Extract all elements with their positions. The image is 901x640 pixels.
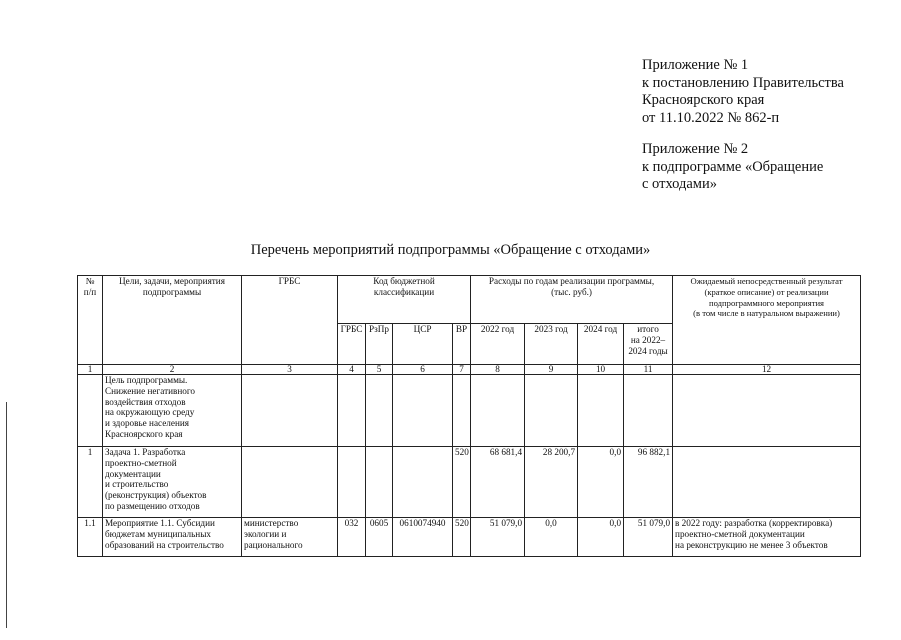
row-total: 51 079,0 — [624, 518, 673, 557]
column-number: 9 — [525, 365, 578, 375]
row-name-line: Цель подпрограммы. — [105, 375, 188, 385]
row-grbs-code — [338, 375, 366, 447]
header-row-main — [78, 276, 861, 324]
column-number-row — [78, 365, 861, 375]
row-csr — [393, 375, 453, 447]
header-text: подпрограммы — [142, 286, 202, 297]
header-text: Ожидаемый непосредственный результат — [690, 276, 843, 286]
row-result-line: проектно-сметной документации — [675, 528, 805, 539]
row-2023: 0,0 — [525, 518, 578, 557]
row-2022: 68 681,4 — [471, 447, 525, 518]
row-name-line: (реконструкция) объектов — [105, 490, 207, 501]
header-text: № — [85, 276, 95, 286]
row-grbs — [242, 447, 338, 518]
header-text: итого — [637, 324, 659, 334]
header-result — [673, 276, 861, 365]
column-number: 3 — [242, 365, 338, 375]
row-2024 — [578, 375, 624, 447]
row-vr: 520 — [453, 518, 471, 557]
appendix-1-line: к постановлению Правительства — [642, 74, 844, 91]
row-name — [103, 518, 242, 557]
appendix-1-header — [642, 57, 844, 127]
appendix-2-line: к подпрограмме «Обращение — [642, 158, 824, 175]
header-sub-vr: ВР — [453, 324, 471, 365]
row-name — [103, 447, 242, 518]
header-text: (краткое описание) от реализации — [704, 286, 829, 297]
row-2022 — [471, 375, 525, 447]
row-grbs-line: рационального — [244, 539, 303, 550]
row-result — [673, 518, 861, 557]
appendix-1-line: от 11.10.2022 № 862-п — [642, 109, 780, 126]
row-grbs-code — [338, 447, 366, 518]
header-sub-grbs: ГРБС — [338, 324, 366, 365]
header-text: подпрограммного мероприятия — [709, 297, 825, 308]
header-expenses — [471, 276, 673, 324]
appendix-2-header — [642, 141, 823, 194]
row-name-line: бюджетам муниципальных — [105, 528, 211, 539]
row-name-line: и строительство — [105, 479, 169, 490]
row-grbs-code: 032 — [338, 518, 366, 557]
row-name-line: по размещению отходов — [105, 500, 200, 511]
header-text: Код бюджетной — [373, 276, 435, 286]
row-2023: 28 200,7 — [525, 447, 578, 518]
column-number: 2 — [103, 365, 242, 375]
appendix-2-line: Приложение № 2 — [642, 141, 749, 157]
header-text: на 2022– — [630, 334, 666, 345]
row-name — [103, 375, 242, 447]
header-text: классификации — [373, 286, 435, 297]
row-name-line: воздействия отходов — [105, 396, 186, 407]
header-num — [78, 276, 103, 365]
row-2024: 0,0 — [578, 447, 624, 518]
measures-table — [77, 275, 861, 557]
header-text: (тыс. руб.) — [551, 286, 592, 297]
column-number: 8 — [471, 365, 525, 375]
row-2022: 51 079,0 — [471, 518, 525, 557]
row-total: 96 882,1 — [624, 447, 673, 518]
row-name-line: на окружающую среду — [105, 407, 195, 418]
header-grbs: ГРБС — [242, 276, 338, 365]
row-csr — [393, 447, 453, 518]
row-result-line: на реконструкцию не менее 3 объектов — [675, 539, 828, 550]
column-number: 4 — [338, 365, 366, 375]
header-text: 2024 годы — [628, 345, 668, 356]
table-row-measure — [78, 518, 861, 557]
header-text: (в том числе в натуральном выражении) — [693, 308, 840, 319]
header-sub-2024: 2024 год — [578, 324, 624, 365]
row-result-line: в 2022 году: разработка (корректировка) — [675, 518, 833, 528]
row-name-line: Мероприятие 1.1. Субсидии — [105, 518, 215, 528]
row-num: 1 — [78, 447, 103, 518]
header-budget-code — [338, 276, 471, 324]
header-sub-2022: 2022 год — [471, 324, 525, 365]
row-num — [78, 375, 103, 447]
row-num: 1.1 — [78, 518, 103, 557]
header-text: Цели, задачи, мероприятия — [119, 276, 225, 286]
column-number: 11 — [624, 365, 673, 375]
table-row-goal — [78, 375, 861, 447]
column-number: 1 — [78, 365, 103, 375]
header-sub-2023: 2023 год — [525, 324, 578, 365]
row-rzpr — [366, 447, 393, 518]
row-2023 — [525, 375, 578, 447]
row-result — [673, 447, 861, 518]
row-total — [624, 375, 673, 447]
document-title: Перечень мероприятий подпрограммы «Обращение с отходами» — [250, 242, 651, 258]
column-number: 10 — [578, 365, 624, 375]
header-sub-rzpr: РзПр — [366, 324, 393, 365]
column-number: 6 — [393, 365, 453, 375]
row-2024: 0,0 — [578, 518, 624, 557]
header-text: Расходы по годам реализации программы, — [488, 276, 655, 286]
header-sub-total — [624, 324, 673, 365]
row-name-line: и здоровье населения — [105, 418, 190, 429]
appendix-1-line: Приложение № 1 — [642, 57, 749, 73]
row-name-line: образований на строительство — [105, 539, 224, 550]
page-margin-line — [6, 402, 7, 628]
row-name-line: проектно-сметной — [105, 457, 177, 468]
appendix-1-line: Красноярского края — [642, 92, 765, 108]
row-rzpr — [366, 375, 393, 447]
row-result — [673, 375, 861, 447]
header-goals — [103, 276, 242, 365]
column-number: 12 — [673, 365, 861, 375]
row-rzpr: 0605 — [366, 518, 393, 557]
column-number: 7 — [453, 365, 471, 375]
row-name-line: Красноярского края — [105, 428, 183, 439]
row-grbs — [242, 518, 338, 557]
row-csr: 0610074940 — [393, 518, 453, 557]
row-vr: 520 — [453, 447, 471, 518]
row-name-line: Задача 1. Разработка — [105, 447, 186, 457]
table-row-task — [78, 447, 861, 518]
column-number: 5 — [366, 365, 393, 375]
appendix-2-line: с отходами» — [642, 176, 717, 192]
header-sub-csr: ЦСР — [393, 324, 453, 365]
row-name-line: документации — [105, 468, 161, 479]
row-vr — [453, 375, 471, 447]
row-grbs-line: министерство — [244, 518, 299, 528]
header-text: п/п — [83, 286, 97, 297]
row-grbs-line: экологии и — [244, 528, 287, 539]
row-grbs — [242, 375, 338, 447]
row-name-line: Снижение негативного — [105, 385, 195, 396]
